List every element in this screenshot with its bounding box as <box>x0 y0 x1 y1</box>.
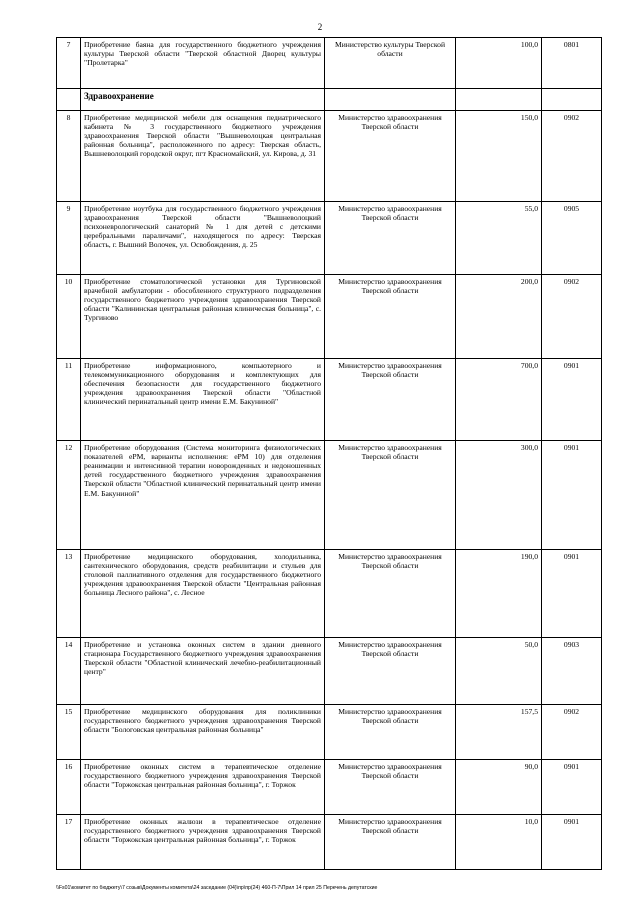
row-description: Приобретение оконных жалюзи в терапевтическое отделение государственного бюджетного учреждения здравоохранения Тверской области "Торжокская центральная районная больница", г. Торжок <box>81 815 325 870</box>
row-code: 0901 <box>542 550 602 638</box>
row-organization: Министерство здравоохранения Тверской области <box>325 760 456 815</box>
row-code: 0902 <box>542 111 602 202</box>
section-row <box>57 89 602 111</box>
row-description: Приобретение ноутбука для государственного бюджетного учреждения здравоохранения Тверской области "Вышневолоцкий психоневрологический санаторий № 1 для детей с детскими церебральными параличами", находящегося по адресу: Тверская область, г. Вышний Волочек, ул. Освобождения, д. 25 <box>81 202 325 275</box>
row-description: Приобретение баяна для государственного бюджетного учреждения культуры Тверской области "Тверской областной Дворец культуры "Пролетарка" <box>81 38 325 89</box>
table-row <box>57 202 602 275</box>
row-number: 7 <box>57 38 81 89</box>
row-organization: Министерство здравоохранения Тверской области <box>325 550 456 638</box>
row-amount: 157,5 <box>456 705 542 760</box>
row-code: 0901 <box>542 359 602 441</box>
file-path-footer: \\Fs01\комитет по бюджету\7 созыв\Документы комитета\24 заседание (04)\пр\пр(24) 460-П-7\Прил 14 прил 25 Перечень депутатские <box>56 885 378 891</box>
section-title: Здравоохранение <box>81 89 325 111</box>
table-row <box>57 550 602 638</box>
row-organization: Министерство здравоохранения Тверской области <box>325 275 456 359</box>
row-number: 11 <box>57 359 81 441</box>
row-organization: Министерство здравоохранения Тверской области <box>325 705 456 760</box>
row-amount: 100,0 <box>456 38 542 89</box>
row-description: Приобретение информационного, компьютерного и телекоммуникационного оборудования и комплектующих для обеспечения безопасности для государственного бюджетного учреждения здравоохранения Тверской области "Областной клинический перинатальный центр имени Е.М. Бакуниной" <box>81 359 325 441</box>
table-row <box>57 275 602 359</box>
row-amount: 90,0 <box>456 760 542 815</box>
row-description: Приобретение стоматологической установки для Тургиновской врачебной амбулатории - обособленного структурного подразделения государственного бюджетного учреждения здравоохранения Тверской области "Калининская центральная районная клиническая больница", с. Тургиново <box>81 275 325 359</box>
row-amount: 150,0 <box>456 111 542 202</box>
row-code: 0905 <box>542 202 602 275</box>
row-organization: Министерство здравоохранения Тверской области <box>325 441 456 550</box>
row-code: 0801 <box>542 38 602 89</box>
row-code: 0902 <box>542 705 602 760</box>
table-row <box>57 760 602 815</box>
row-number: 14 <box>57 638 81 705</box>
row-description: Приобретение медицинского оборудования, холодильника, сантехнического оборудования, средств реабилитации и стульев для столовой паллиативного отделения для государственного бюджетного учреждения здравоохранения Тверской области "Центральная районная больница Лесного района", с. Лесное <box>81 550 325 638</box>
row-organization: Министерство здравоохранения Тверской области <box>325 202 456 275</box>
row-organization: Министерство здравоохранения Тверской области <box>325 111 456 202</box>
row-amount: 55,0 <box>456 202 542 275</box>
row-organization: Министерство здравоохранения Тверской области <box>325 638 456 705</box>
row-amount: 300,0 <box>456 441 542 550</box>
row-code: 0901 <box>542 760 602 815</box>
row-description: Приобретение оборудования (Система мониторинга физиологических показателей ePM, варианты исполнения: ePM 10) для отделения реанимации и интенсивной терапии новорожденных и недоношенных детей государственного бюджетного учреждения здравоохранения Тверской области "Областной клинический перинатальный центр имени Е.М. Бакуниной" <box>81 441 325 550</box>
row-amount: 190,0 <box>456 550 542 638</box>
table-row <box>57 638 602 705</box>
row-number: 15 <box>57 705 81 760</box>
table-row <box>57 815 602 870</box>
row-code: 0902 <box>542 275 602 359</box>
row-number: 13 <box>57 550 81 638</box>
table-row <box>57 441 602 550</box>
allocation-table <box>56 37 602 870</box>
row-number: 8 <box>57 111 81 202</box>
row-amount: 700,0 <box>456 359 542 441</box>
row-organization: Министерство культуры Тверской области <box>325 38 456 89</box>
row-organization: Министерство здравоохранения Тверской области <box>325 359 456 441</box>
table-row <box>57 38 602 89</box>
page-number: 2 <box>317 22 323 32</box>
row-code: 0901 <box>542 815 602 870</box>
row-description: Приобретение медицинского оборудования для поликлиники государственного бюджетного учреждения здравоохранения Тверской области "Бологовская центральная районная больница" <box>81 705 325 760</box>
table-row <box>57 705 602 760</box>
row-number: 17 <box>57 815 81 870</box>
table-row <box>57 359 602 441</box>
row-description: Приобретение и установка оконных систем в здании дневного стационара Государственного бюджетного учреждения здравоохранения Тверской области "Областной клинический лечебно-реабилитационный центр" <box>81 638 325 705</box>
row-description: Приобретение оконных систем в терапевтическое отделение государственного бюджетного учреждения здравоохранения Тверской области "Торжокская центральная районная больница", г. Торжок <box>81 760 325 815</box>
table-row <box>57 111 602 202</box>
row-number: 16 <box>57 760 81 815</box>
row-amount: 200,0 <box>456 275 542 359</box>
row-number: 12 <box>57 441 81 550</box>
row-amount: 50,0 <box>456 638 542 705</box>
row-amount: 10,0 <box>456 815 542 870</box>
row-code: 0901 <box>542 441 602 550</box>
row-organization: Министерство здравоохранения Тверской области <box>325 815 456 870</box>
row-number: 9 <box>57 202 81 275</box>
row-description: Приобретение медицинской мебели для оснащения педиатрического кабинета № 3 государственного бюджетного учреждения здравоохранения Тверской области "Вышневолоцкая центральная районная больница", расположенного по адресу: Тверская область, Вышневолоцкий городской округ, пгт Красномайский, ул. Кирова, д. 31 <box>81 111 325 202</box>
row-number: 10 <box>57 275 81 359</box>
row-code: 0903 <box>542 638 602 705</box>
